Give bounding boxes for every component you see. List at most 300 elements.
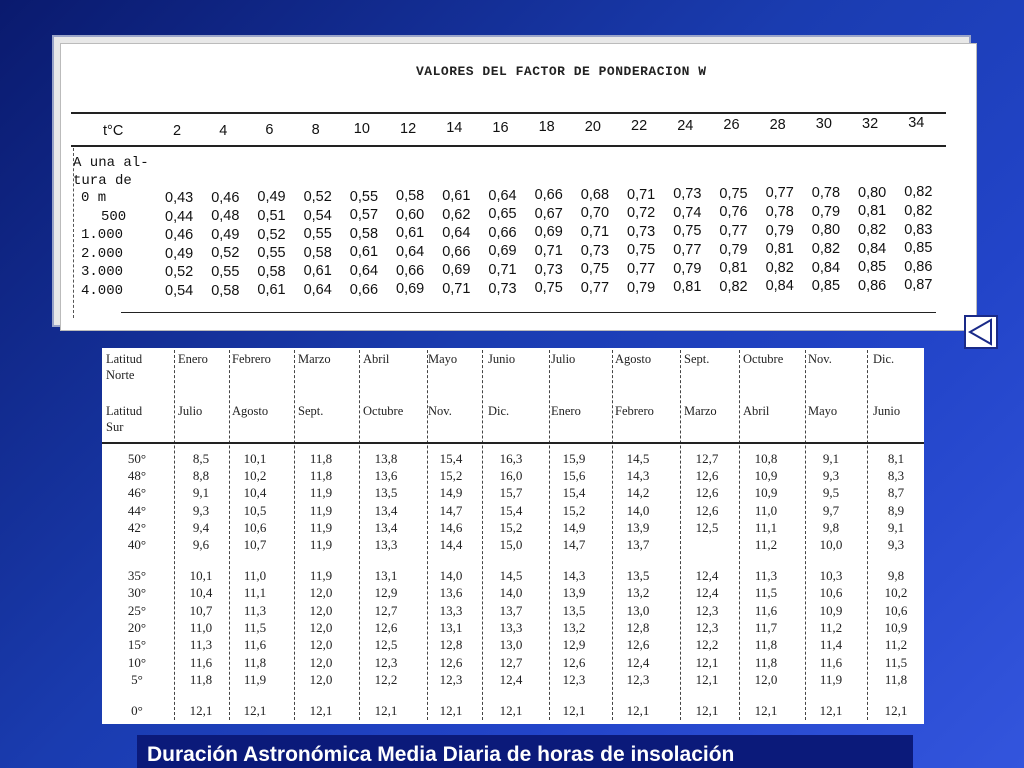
latitude-value: 35° bbox=[127, 568, 147, 583]
weight-value: 0,66 bbox=[488, 224, 517, 241]
weight-value: 0,64 bbox=[396, 244, 425, 261]
weight-value: 0,52 bbox=[165, 264, 194, 281]
month-north-header: Junio bbox=[488, 352, 516, 366]
sunshine-hours-value: 9,3 bbox=[822, 468, 840, 484]
sunshine-hours-value: 10,1 bbox=[243, 451, 267, 466]
temperature-header: 4 bbox=[219, 122, 228, 139]
weight-value: 0,58 bbox=[396, 188, 425, 205]
sunshine-hours-value: 13,3 bbox=[499, 619, 523, 635]
temperature-header: 28 bbox=[769, 116, 786, 133]
sunshine-hours-value: 12,6 bbox=[695, 468, 719, 484]
sunshine-hours-value: 11,6 bbox=[754, 602, 778, 618]
sunshine-hours-value: 12,7 bbox=[499, 654, 523, 670]
weight-value: 0,43 bbox=[165, 190, 194, 206]
sunshine-hours-value: 15,4 bbox=[439, 451, 463, 466]
weight-table-title: VALORES DEL FACTOR DE PONDERACION W bbox=[416, 64, 707, 79]
weight-value: 0,52 bbox=[211, 245, 240, 262]
weight-value: 0,64 bbox=[488, 187, 517, 204]
column-divider bbox=[867, 350, 868, 720]
weight-value: 0,71 bbox=[627, 186, 656, 203]
weight-value: 0,81 bbox=[858, 203, 887, 220]
temperature-header: 8 bbox=[311, 121, 320, 138]
latitude-south-label-1: Latitud bbox=[106, 404, 143, 418]
sunshine-hours-value: 11,9 bbox=[309, 537, 333, 552]
sunshine-hours-value: 12,4 bbox=[626, 654, 650, 670]
altitude-label: 500 bbox=[101, 208, 127, 225]
weight-value: 0,71 bbox=[580, 224, 610, 241]
weight-value: 0,79 bbox=[719, 241, 748, 258]
sunshine-hours-value: 12,5 bbox=[374, 637, 398, 653]
month-north-header: Sept. bbox=[684, 352, 710, 366]
sunshine-hours-value: 14,3 bbox=[626, 468, 650, 484]
sunshine-hours-value: 12,3 bbox=[695, 602, 719, 618]
column-divider bbox=[359, 350, 360, 720]
sunshine-hours-value: 9,1 bbox=[887, 519, 905, 535]
weight-value: 0,66 bbox=[534, 187, 563, 204]
sunshine-hours-value: 12,1 bbox=[499, 703, 523, 718]
sunshine-hours-value: 14,4 bbox=[439, 537, 463, 552]
weight-value: 0,49 bbox=[165, 245, 194, 262]
weight-value: 0,49 bbox=[257, 189, 286, 206]
weight-value: 0,78 bbox=[765, 204, 794, 221]
sunshine-hours-value: 11,4 bbox=[819, 637, 843, 653]
latitude-value: 10° bbox=[127, 654, 147, 670]
previous-triangle-icon bbox=[966, 317, 996, 347]
latitude-value: 25° bbox=[127, 602, 147, 618]
latitude-value: 20° bbox=[127, 619, 147, 635]
weight-value: 0,48 bbox=[211, 208, 240, 225]
month-south-header: Febrero bbox=[615, 404, 654, 418]
sunshine-hours-value: 12,8 bbox=[626, 619, 650, 635]
sunshine-hours-value: 10,6 bbox=[884, 602, 908, 618]
weight-value: 0,85 bbox=[811, 278, 841, 295]
sunshine-hours-value: 12,7 bbox=[695, 451, 719, 466]
table-top-rule bbox=[71, 112, 946, 114]
weight-value: 0,84 bbox=[765, 278, 794, 295]
temperature-header: 20 bbox=[584, 118, 601, 135]
sunshine-hours-value: 11,3 bbox=[754, 568, 778, 583]
sunshine-hours-value: 13,9 bbox=[626, 519, 650, 535]
weight-value: 0,79 bbox=[673, 260, 702, 277]
weight-value: 0,82 bbox=[904, 203, 933, 219]
weight-value: 0,75 bbox=[673, 223, 702, 240]
sunshine-hours-value: 12,6 bbox=[695, 502, 719, 518]
sunshine-hours-value: 10,3 bbox=[819, 568, 843, 583]
sunshine-hours-value: 9,6 bbox=[192, 537, 210, 552]
sunshine-hours-value: 13,7 bbox=[626, 537, 650, 552]
sunshine-hours-value: 12,3 bbox=[626, 671, 650, 687]
weight-value: 0,58 bbox=[211, 282, 240, 299]
sunshine-hours-value: 11,3 bbox=[189, 637, 213, 653]
sunshine-hours-value: 13,4 bbox=[374, 519, 398, 535]
sunshine-hours-value: 12,4 bbox=[695, 568, 719, 583]
month-north-header: Enero bbox=[178, 352, 208, 366]
weight-value: 0,69 bbox=[488, 243, 517, 260]
latitude-value: 50° bbox=[127, 451, 147, 466]
weight-value: 0,69 bbox=[396, 281, 425, 298]
sunshine-hours-value: 16,3 bbox=[499, 451, 523, 466]
sunshine-hours-value: 11,0 bbox=[754, 502, 778, 518]
temperature-header: 18 bbox=[538, 119, 555, 135]
sunshine-hours-value: 13,2 bbox=[562, 619, 586, 635]
weight-value: 0,61 bbox=[349, 244, 379, 261]
month-south-header: Mayo bbox=[808, 404, 838, 418]
weight-value: 0,86 bbox=[858, 277, 887, 294]
sunshine-hours-value: 12,0 bbox=[754, 671, 778, 687]
sunshine-hours-value: 13,4 bbox=[374, 502, 398, 518]
weight-value: 0,46 bbox=[211, 189, 240, 206]
weight-value: 0,82 bbox=[765, 259, 794, 276]
latitude-value: 5° bbox=[131, 671, 143, 687]
sunshine-hours-value: 11,8 bbox=[309, 468, 333, 484]
sunshine-hours-value: 10,8 bbox=[754, 451, 778, 466]
weight-value: 0,61 bbox=[396, 225, 425, 242]
weight-value: 0,61 bbox=[303, 263, 332, 280]
weight-value: 0,84 bbox=[858, 240, 887, 257]
sunshine-hours-value: 14,3 bbox=[562, 568, 586, 583]
sunshine-hours-value: 12,1 bbox=[189, 703, 213, 718]
weight-value: 0,78 bbox=[811, 185, 841, 202]
month-south-header: Junio bbox=[873, 404, 901, 418]
sunshine-hours-value: 12,3 bbox=[374, 654, 398, 670]
sunshine-hours-value: 13,0 bbox=[499, 637, 523, 653]
altitude-label-line-2: tura de bbox=[73, 173, 132, 189]
column-divider bbox=[294, 350, 295, 720]
temperature-header: 26 bbox=[723, 117, 740, 133]
weight-value: 0,77 bbox=[673, 241, 702, 258]
sunshine-hours-value: 14,5 bbox=[626, 451, 650, 466]
sunshine-hours-value: 12,0 bbox=[309, 637, 333, 653]
month-north-header: Octubre bbox=[743, 352, 784, 366]
slide-caption: Duración Astronómica Media Diaria de horas de insolación bbox=[137, 735, 913, 768]
month-south-header: Marzo bbox=[684, 404, 717, 418]
sunshine-hours-value: 8,8 bbox=[192, 468, 210, 484]
latitude-north-label-1: Latitud bbox=[106, 352, 143, 366]
weight-value: 0,74 bbox=[673, 204, 702, 221]
sunshine-hours-value: 13,5 bbox=[374, 485, 398, 501]
temperature-header: 22 bbox=[631, 118, 648, 134]
altitude-label: 2.000 bbox=[81, 245, 124, 262]
weight-value: 0,61 bbox=[442, 187, 471, 204]
sunshine-hours-value: 8,9 bbox=[887, 502, 905, 518]
latitude-value: 0° bbox=[131, 703, 143, 718]
temperature-header: 12 bbox=[400, 120, 417, 137]
temperature-header: 30 bbox=[815, 116, 832, 132]
sunshine-hours-value: 13,9 bbox=[562, 585, 586, 601]
weight-value: 0,55 bbox=[303, 226, 332, 243]
sunshine-hours-value: 15,6 bbox=[562, 468, 586, 484]
sunshine-hours-value: 13,6 bbox=[374, 468, 398, 484]
sunshine-hours-value: 12,6 bbox=[562, 654, 586, 670]
sunshine-hours-value: 11,9 bbox=[309, 519, 333, 535]
column-divider bbox=[680, 350, 681, 720]
sunshine-hours-value: 13,3 bbox=[439, 602, 463, 618]
month-south-header: Dic. bbox=[488, 404, 510, 418]
sunshine-hours-value: 11,1 bbox=[243, 585, 267, 601]
sunshine-hours-value: 11,9 bbox=[309, 568, 333, 583]
weight-value: 0,71 bbox=[442, 280, 471, 297]
sunshine-hours-value: 12,8 bbox=[439, 637, 463, 653]
left-dashed-border bbox=[73, 148, 74, 318]
temperature-header-label: t°C bbox=[103, 123, 124, 139]
table-bottom-rule bbox=[121, 312, 936, 313]
weight-value: 0,51 bbox=[257, 207, 286, 224]
weight-value: 0,49 bbox=[211, 226, 240, 243]
sunshine-hours-value: 11,2 bbox=[884, 637, 908, 653]
sunshine-hours-value: 11,9 bbox=[309, 485, 333, 501]
table-header-rule bbox=[71, 145, 946, 147]
sunshine-hours-value: 12,1 bbox=[562, 703, 586, 718]
sunshine-hours-value: 15,9 bbox=[562, 451, 586, 466]
weight-value: 0,69 bbox=[442, 262, 471, 279]
column-divider bbox=[174, 350, 175, 720]
sunshine-hours-value: 13,7 bbox=[499, 602, 523, 618]
sunshine-hours-value: 13,0 bbox=[626, 602, 650, 618]
sunshine-hours-value: 9,5 bbox=[822, 485, 840, 501]
weight-value: 0,84 bbox=[811, 259, 841, 276]
temperature-header: 34 bbox=[908, 115, 925, 131]
sunshine-hours-value: 12,1 bbox=[374, 703, 398, 718]
sunshine-hours-value: 12,3 bbox=[439, 671, 463, 687]
sunshine-hours-value: 14,9 bbox=[439, 485, 463, 501]
latitude-value: 15° bbox=[127, 637, 147, 653]
month-north-header: Marzo bbox=[298, 352, 331, 366]
weight-value: 0,85 bbox=[858, 259, 887, 276]
sunshine-hours-value: 11,9 bbox=[243, 671, 267, 687]
month-north-header: Febrero bbox=[232, 352, 271, 366]
latitude-value: 30° bbox=[127, 585, 147, 601]
sunshine-hours-value: 12,1 bbox=[695, 703, 719, 718]
sunshine-hours-value: 9,3 bbox=[887, 537, 905, 552]
month-south-header: Octubre bbox=[363, 404, 404, 418]
sunshine-hours-value: 14,0 bbox=[499, 585, 523, 601]
sunshine-hours-value: 10,5 bbox=[243, 502, 267, 518]
sunshine-hours-value: 9,8 bbox=[822, 519, 840, 535]
sunshine-hours-value: 12,1 bbox=[309, 703, 333, 718]
altitude-label: 4.000 bbox=[81, 283, 124, 299]
sunshine-hours-value: 12,1 bbox=[626, 703, 650, 718]
column-divider bbox=[739, 350, 740, 720]
sunshine-hours-value: 12,2 bbox=[374, 671, 398, 687]
sunshine-hours-value: 10,6 bbox=[819, 585, 843, 601]
sunshine-hours-value: 14,2 bbox=[626, 485, 650, 501]
month-north-header: Nov. bbox=[808, 352, 832, 366]
sunshine-hours-value: 12,3 bbox=[562, 671, 586, 687]
sunshine-hours-value: 13,2 bbox=[626, 585, 650, 601]
sunshine-hours-value: 11,5 bbox=[243, 619, 267, 635]
weight-value: 0,87 bbox=[904, 277, 933, 294]
sunshine-hours-value: 11,9 bbox=[309, 502, 333, 518]
altitude-label: 1.000 bbox=[81, 227, 124, 244]
weight-value: 0,66 bbox=[442, 243, 471, 260]
weight-value: 0,73 bbox=[534, 261, 563, 278]
weight-value: 0,54 bbox=[303, 207, 332, 224]
sunshine-hours-value: 10,0 bbox=[819, 537, 843, 552]
weight-value: 0,55 bbox=[257, 245, 286, 262]
sunshine-hours-value: 10,4 bbox=[189, 585, 213, 601]
weight-value: 0,73 bbox=[627, 223, 656, 240]
sunshine-hours-value: 11,8 bbox=[189, 671, 213, 687]
sunshine-hours-value: 12,4 bbox=[499, 671, 523, 687]
latitude-value: 42° bbox=[127, 519, 147, 535]
month-south-header: Nov. bbox=[428, 404, 452, 418]
sunshine-hours-value: 12,0 bbox=[309, 585, 333, 601]
sunshine-hours-value: 14,0 bbox=[439, 568, 463, 583]
temperature-header: 24 bbox=[677, 117, 694, 134]
sunshine-hours-value: 14,0 bbox=[626, 502, 650, 518]
weight-value: 0,64 bbox=[349, 263, 379, 279]
sunshine-hours-value: 12,0 bbox=[309, 619, 333, 635]
temperature-header: 6 bbox=[265, 122, 274, 138]
sunshine-hours-value: 9,1 bbox=[822, 451, 840, 466]
weight-value: 0,46 bbox=[165, 227, 194, 244]
latitude-value: 40° bbox=[127, 537, 147, 552]
sunshine-hours-value: 9,7 bbox=[822, 502, 840, 518]
month-south-header: Sept. bbox=[298, 404, 324, 418]
sunshine-hours-value: 14,5 bbox=[499, 568, 523, 583]
temperature-header: 16 bbox=[492, 119, 509, 136]
sunshine-hours-value: 12,9 bbox=[562, 637, 586, 653]
temperature-header: 2 bbox=[173, 123, 182, 139]
month-north-header: Julio bbox=[551, 352, 576, 366]
sunshine-hours-value: 8,7 bbox=[887, 485, 905, 501]
weight-value: 0,75 bbox=[534, 280, 563, 297]
sunshine-hours-value: 10,9 bbox=[754, 485, 778, 501]
weight-value: 0,64 bbox=[442, 225, 471, 242]
weight-value: 0,80 bbox=[811, 222, 841, 239]
sunshine-hours-value: 10,6 bbox=[243, 519, 267, 535]
weight-value: 0,55 bbox=[211, 264, 240, 281]
sunshine-hours-value: 11,5 bbox=[754, 585, 778, 601]
weight-value: 0,83 bbox=[904, 221, 933, 238]
weight-value: 0,79 bbox=[765, 222, 794, 239]
weight-value: 0,58 bbox=[303, 244, 332, 261]
weight-value: 0,55 bbox=[349, 188, 379, 205]
sunshine-hours-value: 12,3 bbox=[695, 619, 719, 635]
sunshine-hours-value: 11,8 bbox=[243, 654, 267, 670]
weight-value: 0,85 bbox=[904, 240, 933, 257]
sunshine-hours-value: 10,2 bbox=[884, 585, 908, 601]
sunshine-hours-value: 15,2 bbox=[439, 468, 463, 484]
sunshine-hours-value: 11,9 bbox=[819, 671, 843, 687]
sunshine-hours-value: 12,6 bbox=[439, 654, 463, 670]
sunshine-hours-value: 11,8 bbox=[754, 637, 778, 653]
sunshine-hours-value: 13,1 bbox=[374, 568, 398, 583]
sunshine-hours-value: 11,5 bbox=[884, 654, 908, 670]
weight-value: 0,61 bbox=[257, 282, 286, 299]
weight-value: 0,80 bbox=[858, 184, 887, 201]
sunshine-hours-value: 11,6 bbox=[189, 654, 213, 670]
weight-value: 0,44 bbox=[165, 208, 194, 225]
sunshine-hours-value: 13,5 bbox=[562, 602, 586, 618]
sunshine-hours-value: 10,2 bbox=[243, 468, 267, 484]
sunshine-hours-value: 12,0 bbox=[309, 654, 333, 670]
sunshine-hours-value: 15,7 bbox=[499, 485, 523, 501]
weight-value: 0,71 bbox=[488, 261, 517, 278]
sunshine-hours-value: 13,6 bbox=[439, 585, 463, 601]
sunshine-hours-value: 15,0 bbox=[499, 537, 523, 552]
weight-value: 0,82 bbox=[811, 240, 841, 257]
weight-value: 0,52 bbox=[303, 188, 332, 205]
weight-value: 0,72 bbox=[627, 205, 656, 222]
weight-value: 0,73 bbox=[580, 242, 610, 259]
weight-value: 0,75 bbox=[627, 242, 656, 259]
weight-value: 0,70 bbox=[580, 205, 610, 222]
insolation-table bbox=[102, 348, 924, 724]
sunshine-hours-value: 12,4 bbox=[695, 585, 719, 601]
latitude-north-label-2: Norte bbox=[106, 368, 135, 382]
sunshine-hours-value: 15,2 bbox=[562, 502, 586, 518]
latitude-south-label-2: Sur bbox=[106, 420, 124, 434]
latitude-value: 48° bbox=[127, 468, 147, 484]
sunshine-hours-value: 12,1 bbox=[884, 703, 908, 718]
sunshine-hours-value: 11,0 bbox=[189, 619, 213, 635]
sunshine-hours-value: 10,7 bbox=[243, 537, 267, 552]
weight-value: 0,77 bbox=[627, 260, 656, 277]
sunshine-hours-value: 11,7 bbox=[754, 619, 778, 635]
temperature-header: 14 bbox=[446, 120, 463, 136]
sunshine-hours-value: 12,0 bbox=[309, 602, 333, 618]
sunshine-hours-value: 16,0 bbox=[499, 468, 523, 484]
weight-value: 0,79 bbox=[627, 279, 656, 296]
sunshine-hours-value: 11,6 bbox=[243, 637, 267, 653]
sunshine-hours-value: 14,7 bbox=[439, 502, 463, 518]
sunshine-hours-value: 15,4 bbox=[499, 502, 523, 518]
weight-value: 0,82 bbox=[904, 184, 933, 201]
weight-value: 0,69 bbox=[534, 224, 563, 241]
sunshine-hours-value: 13,8 bbox=[374, 451, 398, 466]
weight-value: 0,71 bbox=[534, 243, 563, 259]
weight-value: 0,65 bbox=[488, 206, 517, 223]
sunshine-hours-value: 10,9 bbox=[754, 468, 778, 484]
sunshine-hours-value: 12,0 bbox=[309, 671, 333, 687]
altitude-label: 0 m bbox=[81, 190, 107, 206]
sunshine-hours-value: 12,1 bbox=[819, 703, 843, 718]
previous-slide-button[interactable] bbox=[964, 315, 998, 349]
weight-value: 0,82 bbox=[858, 221, 887, 238]
weight-value: 0,73 bbox=[673, 186, 702, 203]
sunshine-hours-value: 10,1 bbox=[189, 568, 213, 583]
sunshine-hours-value: 9,3 bbox=[192, 502, 210, 518]
weight-value: 0,81 bbox=[765, 241, 794, 258]
weight-value: 0,62 bbox=[442, 206, 471, 223]
sunshine-hours-value: 8,1 bbox=[887, 451, 905, 466]
sunshine-hours-value: 10,9 bbox=[819, 602, 843, 618]
month-north-header: Abril bbox=[363, 352, 390, 366]
sunshine-hours-value: 11,8 bbox=[309, 451, 333, 466]
weight-value: 0,54 bbox=[165, 283, 194, 299]
weight-value: 0,52 bbox=[257, 226, 286, 243]
weight-value: 0,67 bbox=[534, 205, 563, 222]
sunshine-hours-value: 14,6 bbox=[439, 519, 463, 535]
sunshine-hours-value: 11,3 bbox=[243, 602, 267, 618]
temperature-header: 10 bbox=[353, 121, 370, 137]
sunshine-hours-value: 13,5 bbox=[626, 568, 650, 583]
weight-value: 0,76 bbox=[719, 204, 748, 221]
sunshine-hours-value: 10,7 bbox=[189, 602, 213, 618]
sunshine-hours-value: 15,2 bbox=[499, 519, 523, 535]
sunshine-hours-value: 11,2 bbox=[754, 537, 778, 552]
weight-value: 0,86 bbox=[904, 258, 933, 275]
sunshine-hours-value: 8,3 bbox=[887, 468, 905, 484]
weight-value: 0,75 bbox=[719, 185, 748, 202]
sunshine-hours-value: 12,1 bbox=[754, 703, 778, 718]
weight-value: 0,82 bbox=[719, 278, 748, 295]
weight-value: 0,68 bbox=[580, 186, 610, 203]
sunshine-hours-value: 10,9 bbox=[884, 619, 908, 635]
month-north-header: Mayo bbox=[428, 352, 458, 366]
sunshine-hours-value: 12,6 bbox=[626, 637, 650, 653]
